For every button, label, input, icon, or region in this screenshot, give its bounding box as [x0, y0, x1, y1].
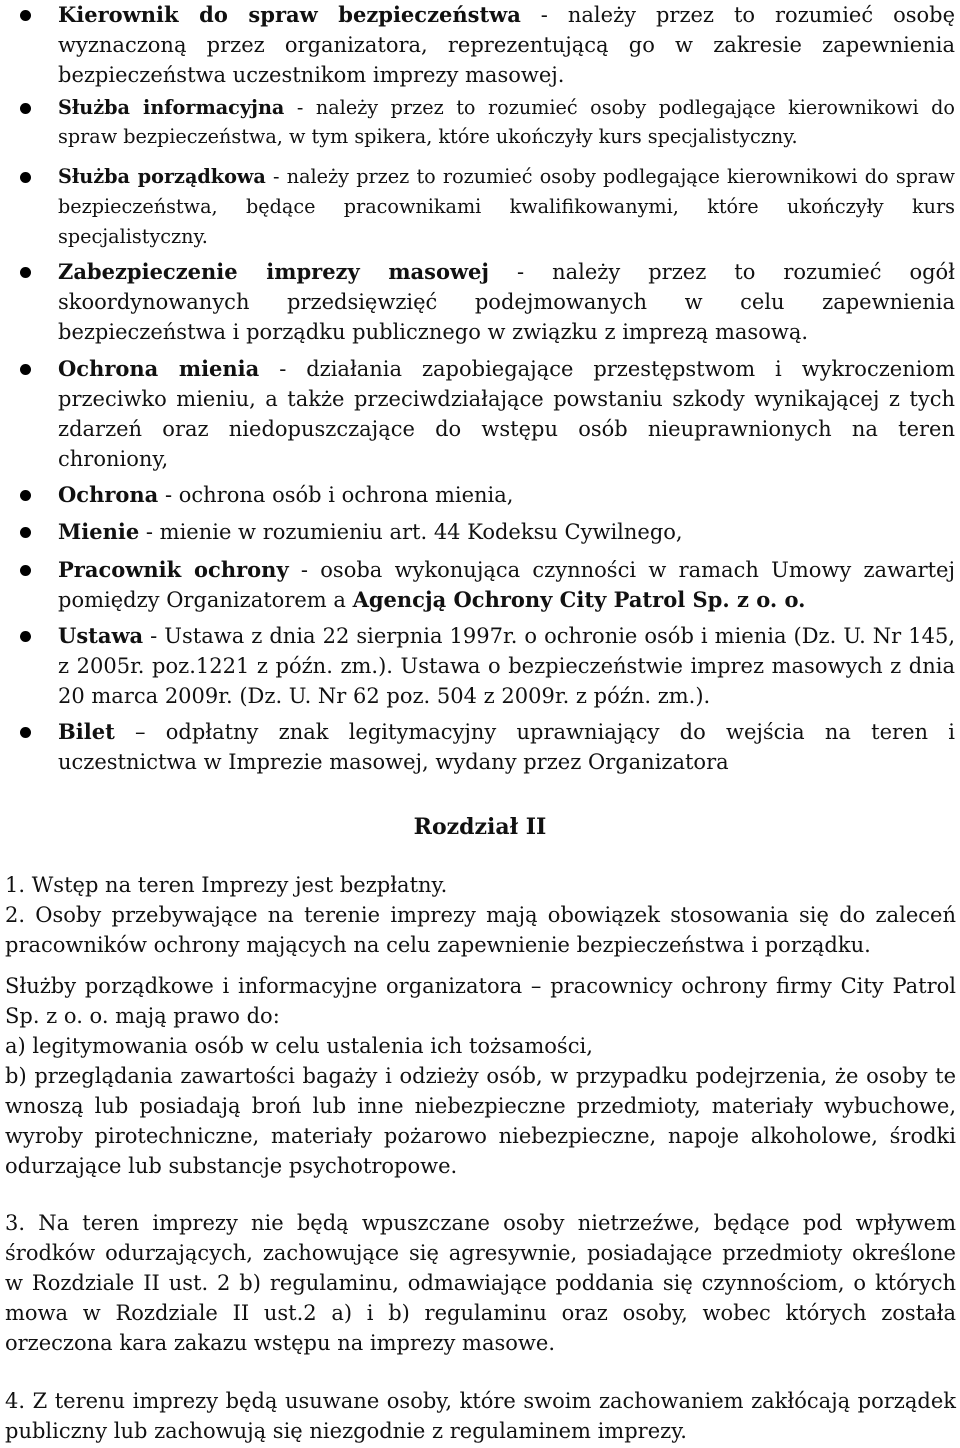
definition-term: Ochrona — [58, 482, 159, 507]
bullet-icon — [20, 631, 31, 642]
definition-term: Ustawa — [58, 623, 144, 648]
definition-text — [58, 517, 955, 547]
definition-text — [58, 0, 955, 90]
definition-text — [58, 717, 955, 777]
definition-body: - należy przez to rozumieć osobę wyznaczoną przez organizatora, reprezentującą go w zakresie zapewnienia bezpieczeństwa uczestnikom imprezy masowej. — [58, 3, 956, 87]
paragraph-5: 4. Z terenu imprezy będą usuwane osoby, które swoim zachowaniem zakłócają porządek publiczny lub zachowują się niezgodnie z regulaminem imprezy. — [5, 1389, 956, 1443]
definition-body: - należy przez to rozumieć osoby podlegające kierownikowi do spraw bezpieczeństwa, w tym spikera, które ukończyły kurs specjalistyczny. — [58, 96, 955, 148]
definition-term: Zabezpieczenie imprezy masowej — [58, 259, 490, 284]
bullet-icon — [20, 727, 31, 738]
definition-text — [58, 621, 955, 711]
definition-term: Ochrona mienia — [58, 356, 260, 381]
definition-body: - należy przez to rozumieć ogół skoordynowanych przedsięwzięć podejmowanych w celu zapewnienia bezpieczeństwa i porządku publicznego w związku z imprezą masową. — [58, 260, 955, 344]
paragraph-2: 2. Osoby przebywające na terenie imprezy mają obowiązek stosowania się do zaleceń pracowników ochrony mających na celu zapewnienie bezpieczeństwa i porządku. — [5, 903, 956, 957]
bullet-icon — [20, 172, 31, 183]
bullet-icon — [20, 267, 31, 278]
section-title: Rozdział II — [413, 814, 547, 840]
definition-term: Pracownik ochrony — [58, 557, 289, 582]
definition-body: - mienie w rozumieniu art. 44 Kodeksu Cywilnego, — [139, 520, 683, 544]
definition-body: - należy przez to rozumieć osoby podlegające kierownikowi do spraw bezpieczeństwa, będące pracownikami kwalifikowanymi, które ukończyły kurs specjalistyczny. — [58, 165, 955, 248]
paragraph-3: Służby porządkowe i informacyjne organizatora – pracownicy ochrony firmy City Patrol Sp. z o. o. mają prawo do: — [5, 974, 956, 1028]
definition-text — [58, 354, 955, 474]
bullet-icon — [20, 10, 31, 21]
definition-body: - działania zapobiegające przestępstwom i wykroczeniom przeciwko mieniu, a także przeciwdziałające powstaniu szkody wynikającej z tych zdarzeń oraz niedopuszczające do wstępu osób nieuprawnionych na teren chroniony, — [58, 357, 955, 471]
definition-text — [58, 162, 955, 252]
paragraph-3a: a) legitymowania osób w celu ustalenia ich tożsamości, — [5, 1034, 593, 1058]
definition-body: - osoba wykonująca czynności w ramach Umowy zawartej pomiędzy Organizatorem a — [58, 558, 955, 612]
bullet-icon — [20, 103, 31, 114]
bullet-icon — [20, 565, 31, 576]
bullet-icon — [20, 490, 31, 501]
definition-term: Mienie — [58, 519, 140, 544]
definition-body: – odpłatny znak legitymacyjny uprawniający do wejścia na teren i uczestnictwa w Imprezie masowej, wydany przez Organizatora — [58, 720, 955, 774]
paragraph-4: 3. Na teren imprezy nie będą wpuszczane osoby nietrzeźwe, będące pod wpływem środków odurzających, zachowujące się agresywnie, posiadające przedmioty określone w Rozdziale II ust. 2 b) regulaminu, odmawiające poddania się czynnościom, o których mowa w Rozdziale II ust.2 a) i b) regulaminu oraz osoby, wobec których została orzeczona kara zakazu wstępu na imprezy masowe. — [5, 1211, 956, 1355]
agency-name: Agencją Ochrony City Patrol Sp. z o. o. — [352, 587, 806, 612]
definition-text — [58, 480, 955, 510]
definition-term: Służba porządkowa — [58, 165, 266, 188]
definition-body: - Ustawa z dnia 22 sierpnia 1997r. o ochronie osób i mienia (Dz. U. Nr 145, z 2005r. poz.1221 z późn. zm.). Ustawa o bezpieczeństwie imprez masowych z dnia 20 marca 2009r. (Dz. U. Nr 62 poz. 504 z 2009r. z późn. zm.). — [58, 624, 955, 708]
bullet-icon — [20, 364, 31, 375]
definition-body: - ochrona osób i ochrona mienia, — [158, 483, 514, 507]
definition-text — [58, 257, 955, 347]
paragraph-1: 1. Wstęp na teren Imprezy jest bezpłatny. — [5, 873, 448, 897]
definition-term: Kierownik do spraw bezpieczeństwa — [58, 2, 521, 27]
definition-term: Służba informacyjna — [58, 96, 285, 119]
definition-text — [58, 93, 955, 151]
bullet-icon — [20, 527, 31, 538]
definition-term: Bilet — [58, 719, 115, 744]
paragraph-3b: b) przeglądania zawartości bagaży i odzieży osób, w przypadku podejrzenia, że osoby te wnoszą lub posiadają broń lub inne niebezpieczne przedmioty, materiały wybuchowe, wyroby pirotechniczne, materiały pożarowo niebezpieczne, napoje alkoholowe, środki odurzające lub substancje psychotropowe. — [5, 1064, 956, 1178]
definition-text — [58, 555, 955, 615]
